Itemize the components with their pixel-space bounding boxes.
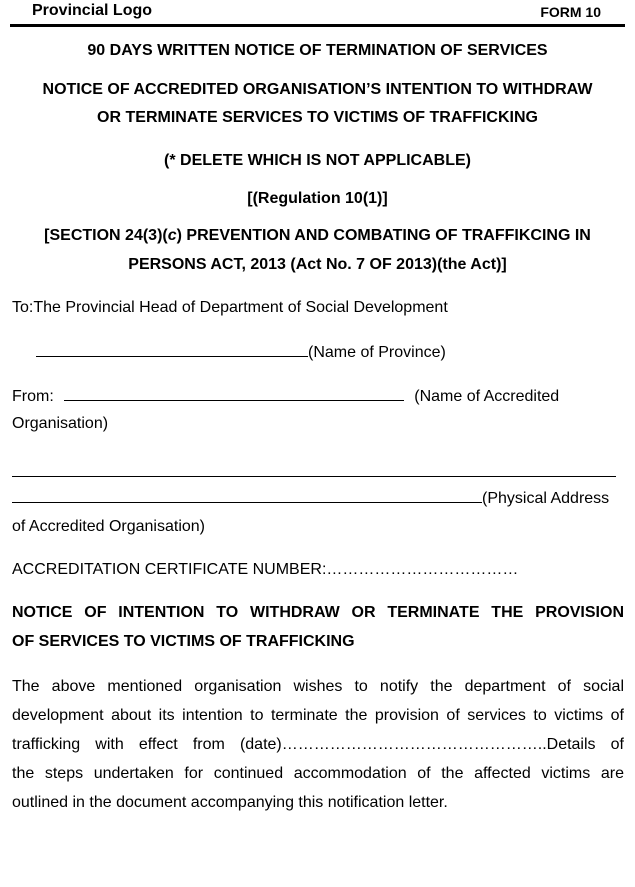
to-line: To:The Provincial Head of Department of Social Development <box>12 299 448 316</box>
section-text-pre: [SECTION 24(3)( <box>44 227 168 244</box>
address-field-line-2[interactable] <box>12 484 482 503</box>
delete-instruction: (* DELETE WHICH IS NOT APPLICABLE) <box>164 152 471 169</box>
certificate-number-field[interactable]: ……………………………… <box>326 561 519 578</box>
provincial-logo: Provincial Logo <box>32 2 153 19</box>
address-label: (Physical Address <box>482 490 610 507</box>
form-header <box>10 0 625 27</box>
address-field-line-1[interactable] <box>12 476 616 477</box>
province-label: (Name of Province) <box>308 344 446 361</box>
section-text-italic: c <box>167 227 177 244</box>
notice-body-1: The above mentioned organisation wishes to notify the department of social <box>12 678 624 695</box>
regulation-reference: [(Regulation 10(1)] <box>247 190 388 207</box>
certificate-label: ACCREDITATION CERTIFICATE NUMBER: <box>12 561 327 578</box>
title-notice-b: OR TERMINATE SERVICES TO VICTIMS OF TRAFFICKING <box>97 109 538 126</box>
from-row <box>12 382 624 411</box>
province-field[interactable] <box>36 338 308 357</box>
address-label-cont: of Accredited Organisation) <box>12 518 205 535</box>
notice-heading-a: NOTICE OF INTENTION TO WITHDRAW OR TERMINATE THE PROVISION <box>12 604 624 621</box>
from-label: From: <box>12 388 54 405</box>
section-reference-b: PERSONS ACT, 2013 (Act No. 7 OF 2013)(the Act)] <box>128 256 507 273</box>
notice-body-4: the steps undertaken for continued accommodation of the affected victims are <box>12 765 624 782</box>
notice-heading-b: OF SERVICES TO VICTIMS OF TRAFFICKING <box>12 633 355 650</box>
section-text-post: ) PREVENTION AND COMBATING OF TRAFFIKCING IN <box>176 227 591 244</box>
organisation-label: (Name of Accredited <box>414 388 560 405</box>
title-notice-a: NOTICE OF ACCREDITED ORGANISATION’S INTENTION TO WITHDRAW <box>42 81 593 98</box>
section-reference-a <box>10 223 625 249</box>
notice-body-2: development about its intention to terminate the provision of services to victims of <box>12 707 624 724</box>
notice-body-5: outlined in the document accompanying this notification letter. <box>12 794 448 811</box>
form-number: FORM 10 <box>540 4 601 20</box>
title-termination: 90 DAYS WRITTEN NOTICE OF TERMINATION OF SERVICES <box>87 42 548 59</box>
certificate-row <box>12 556 624 584</box>
address-row <box>12 484 624 513</box>
notice-body-3: trafficking with effect from (date)…………………………………………..Details of <box>12 736 624 753</box>
organisation-label-cont: Organisation) <box>12 415 109 432</box>
organisation-name-field[interactable] <box>64 382 404 401</box>
province-row <box>36 338 635 367</box>
